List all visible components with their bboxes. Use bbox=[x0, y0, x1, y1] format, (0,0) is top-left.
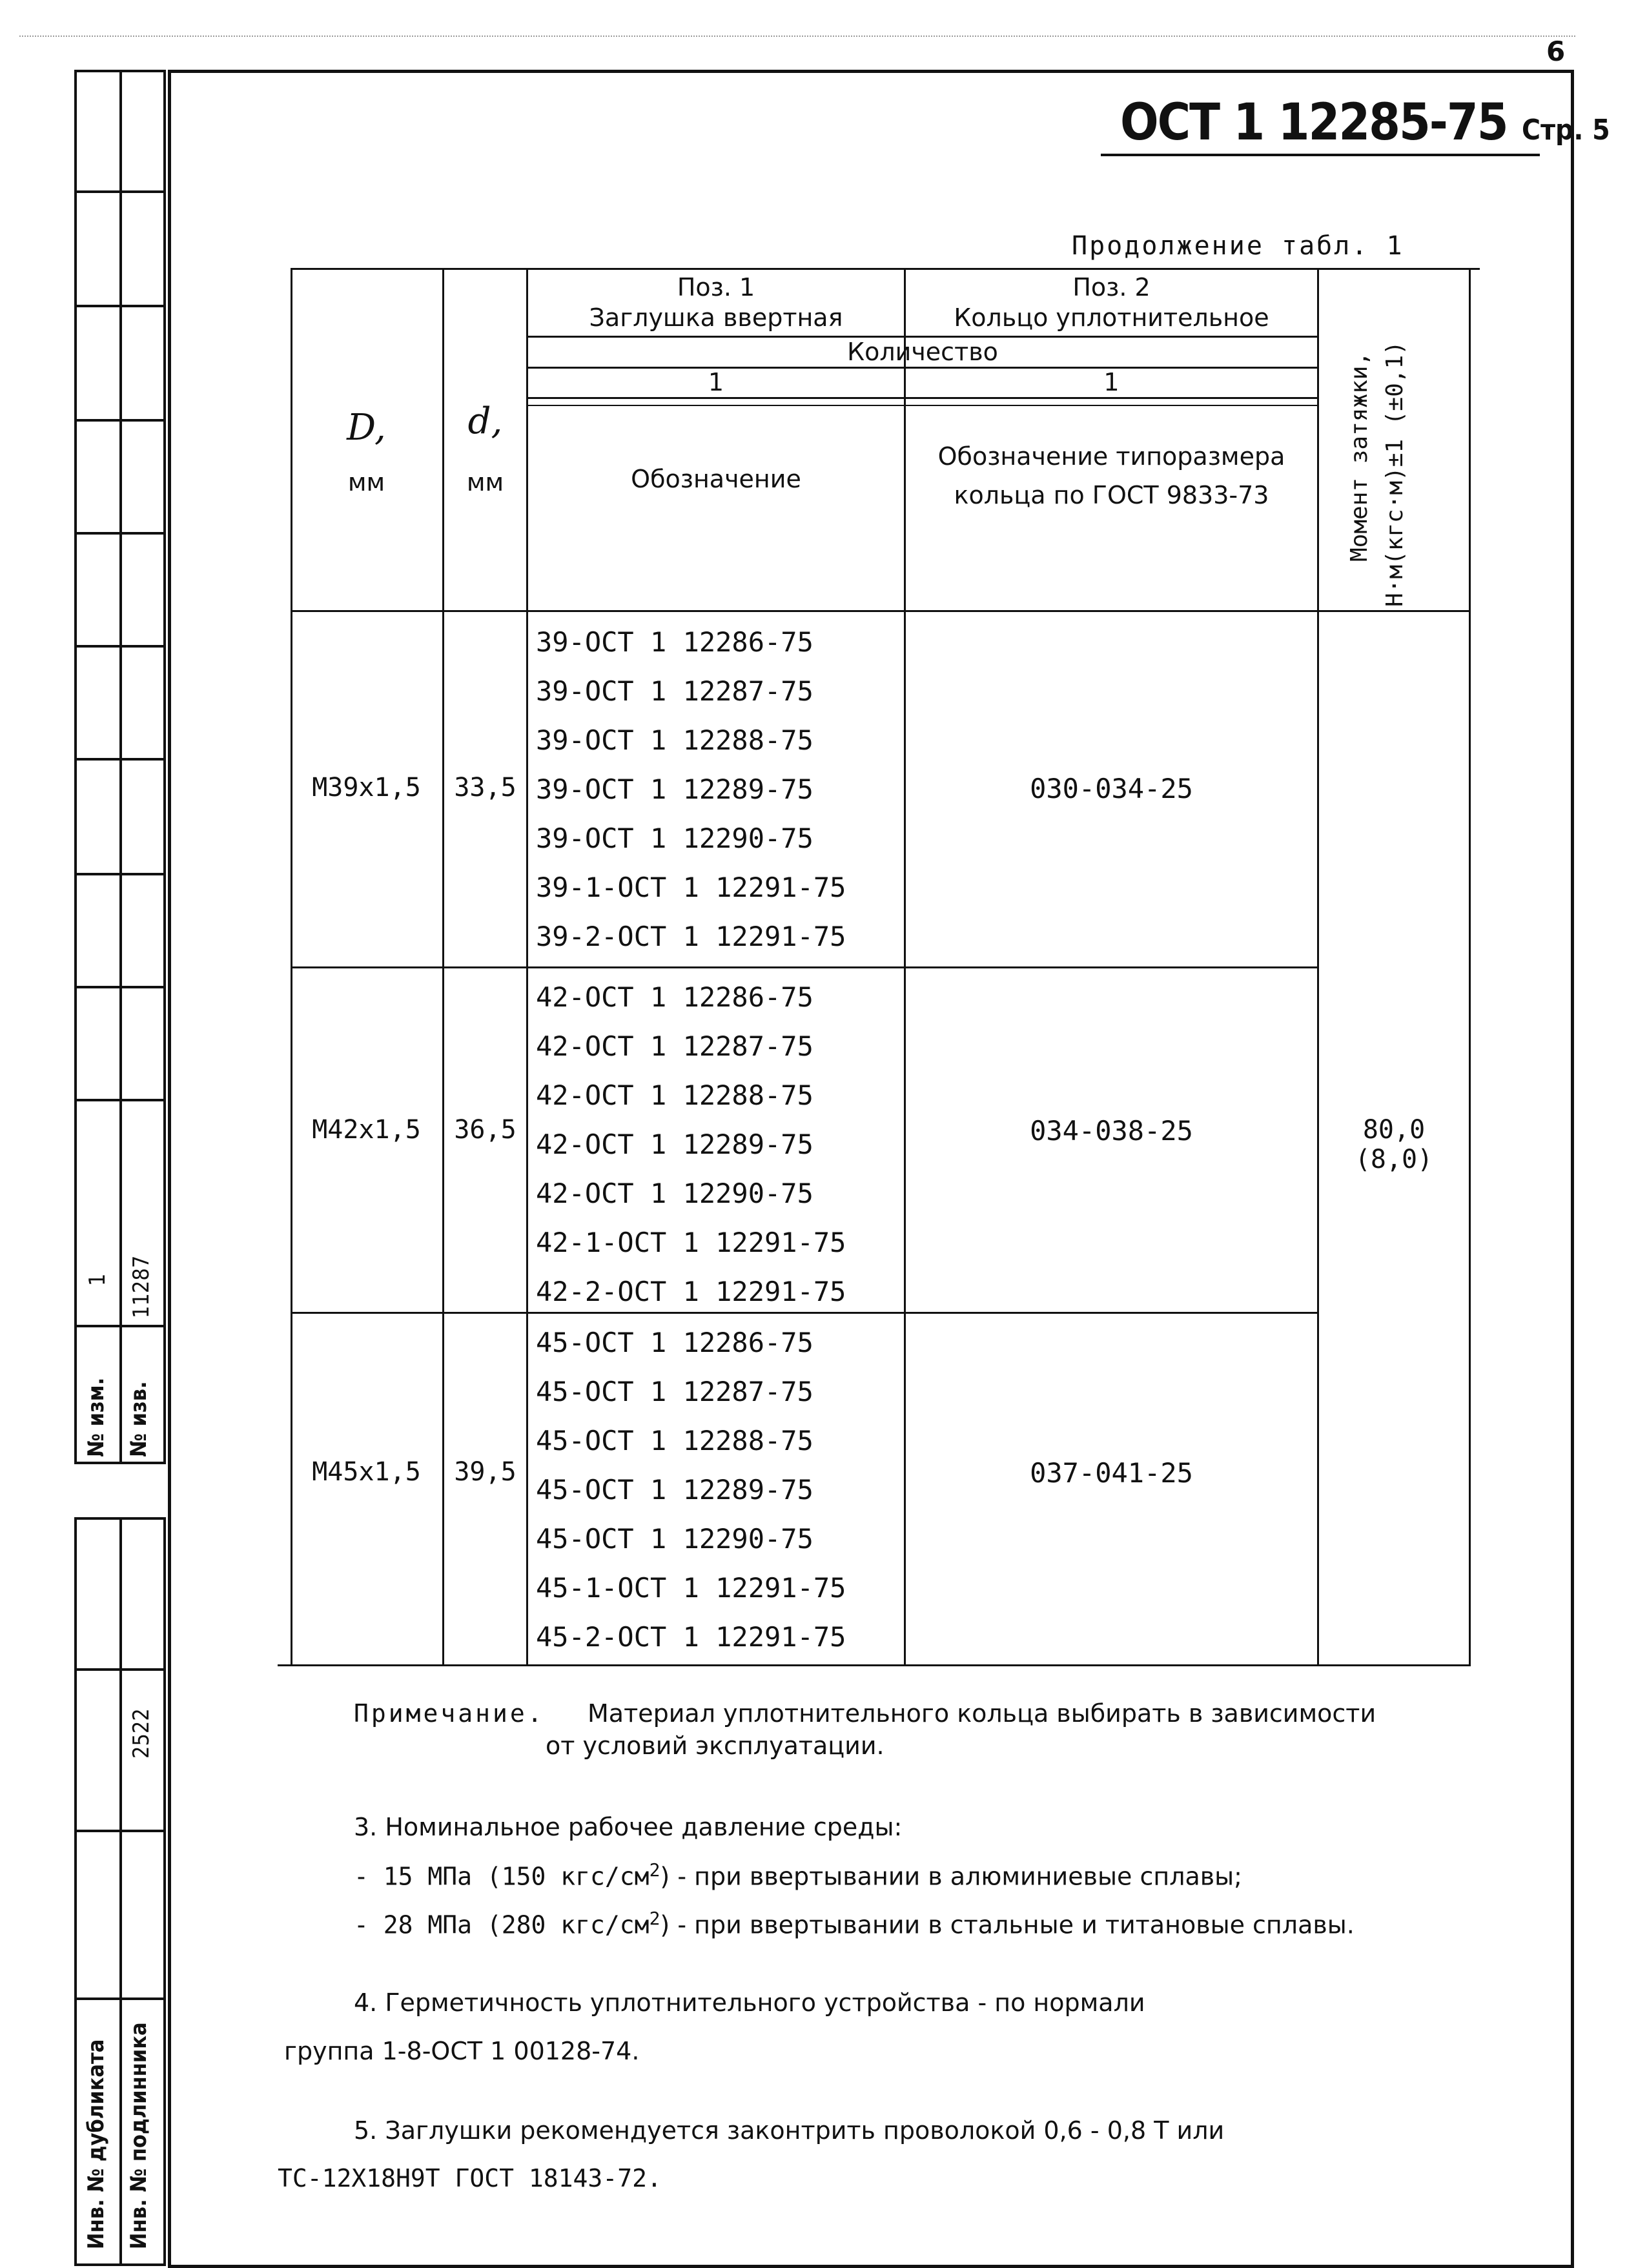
list-item: 45-ОСТ 1 12287-75 bbox=[536, 1376, 813, 1407]
qty-pos2: 1 bbox=[1103, 368, 1120, 396]
qty-pos1: 1 bbox=[708, 368, 724, 396]
group1-ring: 030-034-25 bbox=[1030, 773, 1193, 804]
ring-designation-line1: Обозначение типоразмера bbox=[937, 442, 1285, 471]
stamp-lower bbox=[74, 1517, 166, 2266]
list-item: 39-ОСТ 1 12289-75 bbox=[536, 773, 813, 805]
group3-d: 39,5 bbox=[454, 1457, 517, 1487]
doc-code-underline bbox=[1101, 154, 1540, 156]
list-item: 42-ОСТ 1 12288-75 bbox=[536, 1079, 813, 1111]
list-item: 42-ОСТ 1 12289-75 bbox=[536, 1129, 813, 1160]
item3-line2-start: - 28 МПа (280 кгс/см bbox=[354, 1910, 650, 1939]
item5-line2: ТС-12Х18Н9Т ГОСТ 18143-72. bbox=[278, 2164, 662, 2192]
list-item: 42-2-ОСТ 1 12291-75 bbox=[536, 1276, 846, 1307]
doc-code-text: ОСТ 1 12285-75 bbox=[1120, 94, 1508, 152]
list-item: 39-ОСТ 1 12288-75 bbox=[536, 724, 813, 756]
group3-items bbox=[536, 1318, 846, 1662]
list-item: 42-1-ОСТ 1 12291-75 bbox=[536, 1227, 846, 1258]
list-item: 42-ОСТ 1 12286-75 bbox=[536, 981, 813, 1013]
item3-line1-start: - 15 МПа (150 кгс/см bbox=[354, 1862, 650, 1891]
page-number: 6 bbox=[1546, 36, 1566, 67]
col-d-unit: мм bbox=[466, 468, 504, 496]
list-item: 39-2-ОСТ 1 12291-75 bbox=[536, 921, 846, 952]
item3-line1 bbox=[354, 1859, 1242, 1891]
list-item: 39-ОСТ 1 12290-75 bbox=[536, 822, 813, 854]
designation-label: Обозначение bbox=[631, 465, 801, 493]
group2-d: 36,5 bbox=[454, 1115, 517, 1145]
table-continuation: Продолжение табл. 1 bbox=[1072, 231, 1404, 261]
pos1-title: Поз. 1 bbox=[677, 273, 755, 301]
izm-label: № изм. bbox=[83, 1377, 109, 1457]
group1-D: М39х1,5 bbox=[312, 773, 421, 802]
quantity-label: Количество bbox=[847, 338, 998, 366]
list-item: 39-1-ОСТ 1 12291-75 bbox=[536, 872, 846, 903]
group1-items bbox=[536, 618, 846, 961]
torque-label-1: Момент затяжки, bbox=[1346, 351, 1373, 562]
list-item: 45-1-ОСТ 1 12291-75 bbox=[536, 1572, 846, 1604]
item3-line2 bbox=[354, 1908, 1355, 1939]
superscript-2: 2 bbox=[649, 1859, 660, 1881]
torque-label-2: Н·м(кгс·м)±1 (±0,1) bbox=[1382, 341, 1408, 607]
group3-ring: 037-041-25 bbox=[1030, 1457, 1193, 1489]
dublikat-label: Инв. № дубликата bbox=[83, 2039, 109, 2249]
list-item: 45-2-ОСТ 1 12291-75 bbox=[536, 1621, 846, 1653]
podlinnik-label: Инв. № подлинника bbox=[126, 2022, 152, 2249]
item3-title: 3. Номинальное рабочее давление среды: bbox=[354, 1813, 903, 1841]
izv-label: № изв. bbox=[126, 1381, 152, 1457]
group1-d: 33,5 bbox=[454, 773, 517, 802]
pos2-name: Кольцо уплотнительное bbox=[954, 303, 1269, 332]
col-d-label: d, bbox=[467, 400, 503, 442]
item4-line1: 4. Герметичность уплотнительного устройства - по нормали bbox=[354, 1988, 1145, 2017]
page-label: Стр. 5 bbox=[1522, 114, 1610, 147]
note-label: Примечание. bbox=[354, 1699, 545, 1728]
ring-designation-line2: кольца по ГОСТ 9833-73 bbox=[954, 481, 1269, 509]
item5-line1: 5. Заглушки рекомендуется законтрить проволокой 0,6 - 0,8 Т или bbox=[354, 2116, 1225, 2145]
item3-line1-end: ) - при ввертывании в алюминиевые сплавы; bbox=[660, 1862, 1242, 1891]
item3-line2-end: ) - при ввертывании в стальные и титановые сплавы. bbox=[660, 1910, 1355, 1939]
torque-value: 80,0 (8,0) bbox=[1355, 1115, 1433, 1174]
group2-D: М42х1,5 bbox=[312, 1115, 421, 1145]
spec-table bbox=[278, 268, 1480, 1666]
group2-ring: 034-038-25 bbox=[1030, 1115, 1193, 1147]
pos1-name: Заглушка ввертная bbox=[589, 303, 843, 332]
document-code bbox=[1120, 94, 1610, 152]
outer-border-line bbox=[19, 36, 1575, 37]
list-item: 39-ОСТ 1 12287-75 bbox=[536, 675, 813, 707]
note-text-line2: от условий эксплуатации. bbox=[546, 1732, 885, 1760]
izv-value: 11287 bbox=[128, 1255, 154, 1318]
group3-D: М45х1,5 bbox=[312, 1457, 421, 1487]
list-item: 45-ОСТ 1 12286-75 bbox=[536, 1327, 813, 1358]
list-item: 42-ОСТ 1 12287-75 bbox=[536, 1030, 813, 1062]
superscript-2: 2 bbox=[649, 1908, 660, 1929]
stamp-upper bbox=[74, 70, 166, 1464]
list-item: 45-ОСТ 1 12290-75 bbox=[536, 1523, 813, 1555]
list-item: 45-ОСТ 1 12289-75 bbox=[536, 1474, 813, 1506]
list-item: 39-ОСТ 1 12286-75 bbox=[536, 626, 813, 658]
izm-value: 1 bbox=[85, 1273, 110, 1286]
pos2-title: Поз. 2 bbox=[1072, 273, 1151, 301]
col-D-unit: мм bbox=[347, 468, 385, 496]
group2-items bbox=[536, 973, 846, 1316]
item4-line2: группа 1-8-ОСТ 1 00128-74. bbox=[284, 2037, 640, 2065]
list-item: 42-ОСТ 1 12290-75 bbox=[536, 1178, 813, 1209]
podlinnik-value: 2522 bbox=[128, 1708, 154, 1759]
note-text-line1: Материал уплотнительного кольца выбирать в зависимости bbox=[588, 1699, 1376, 1728]
list-item: 45-ОСТ 1 12288-75 bbox=[536, 1425, 813, 1456]
col-D-label: D, bbox=[347, 407, 386, 449]
